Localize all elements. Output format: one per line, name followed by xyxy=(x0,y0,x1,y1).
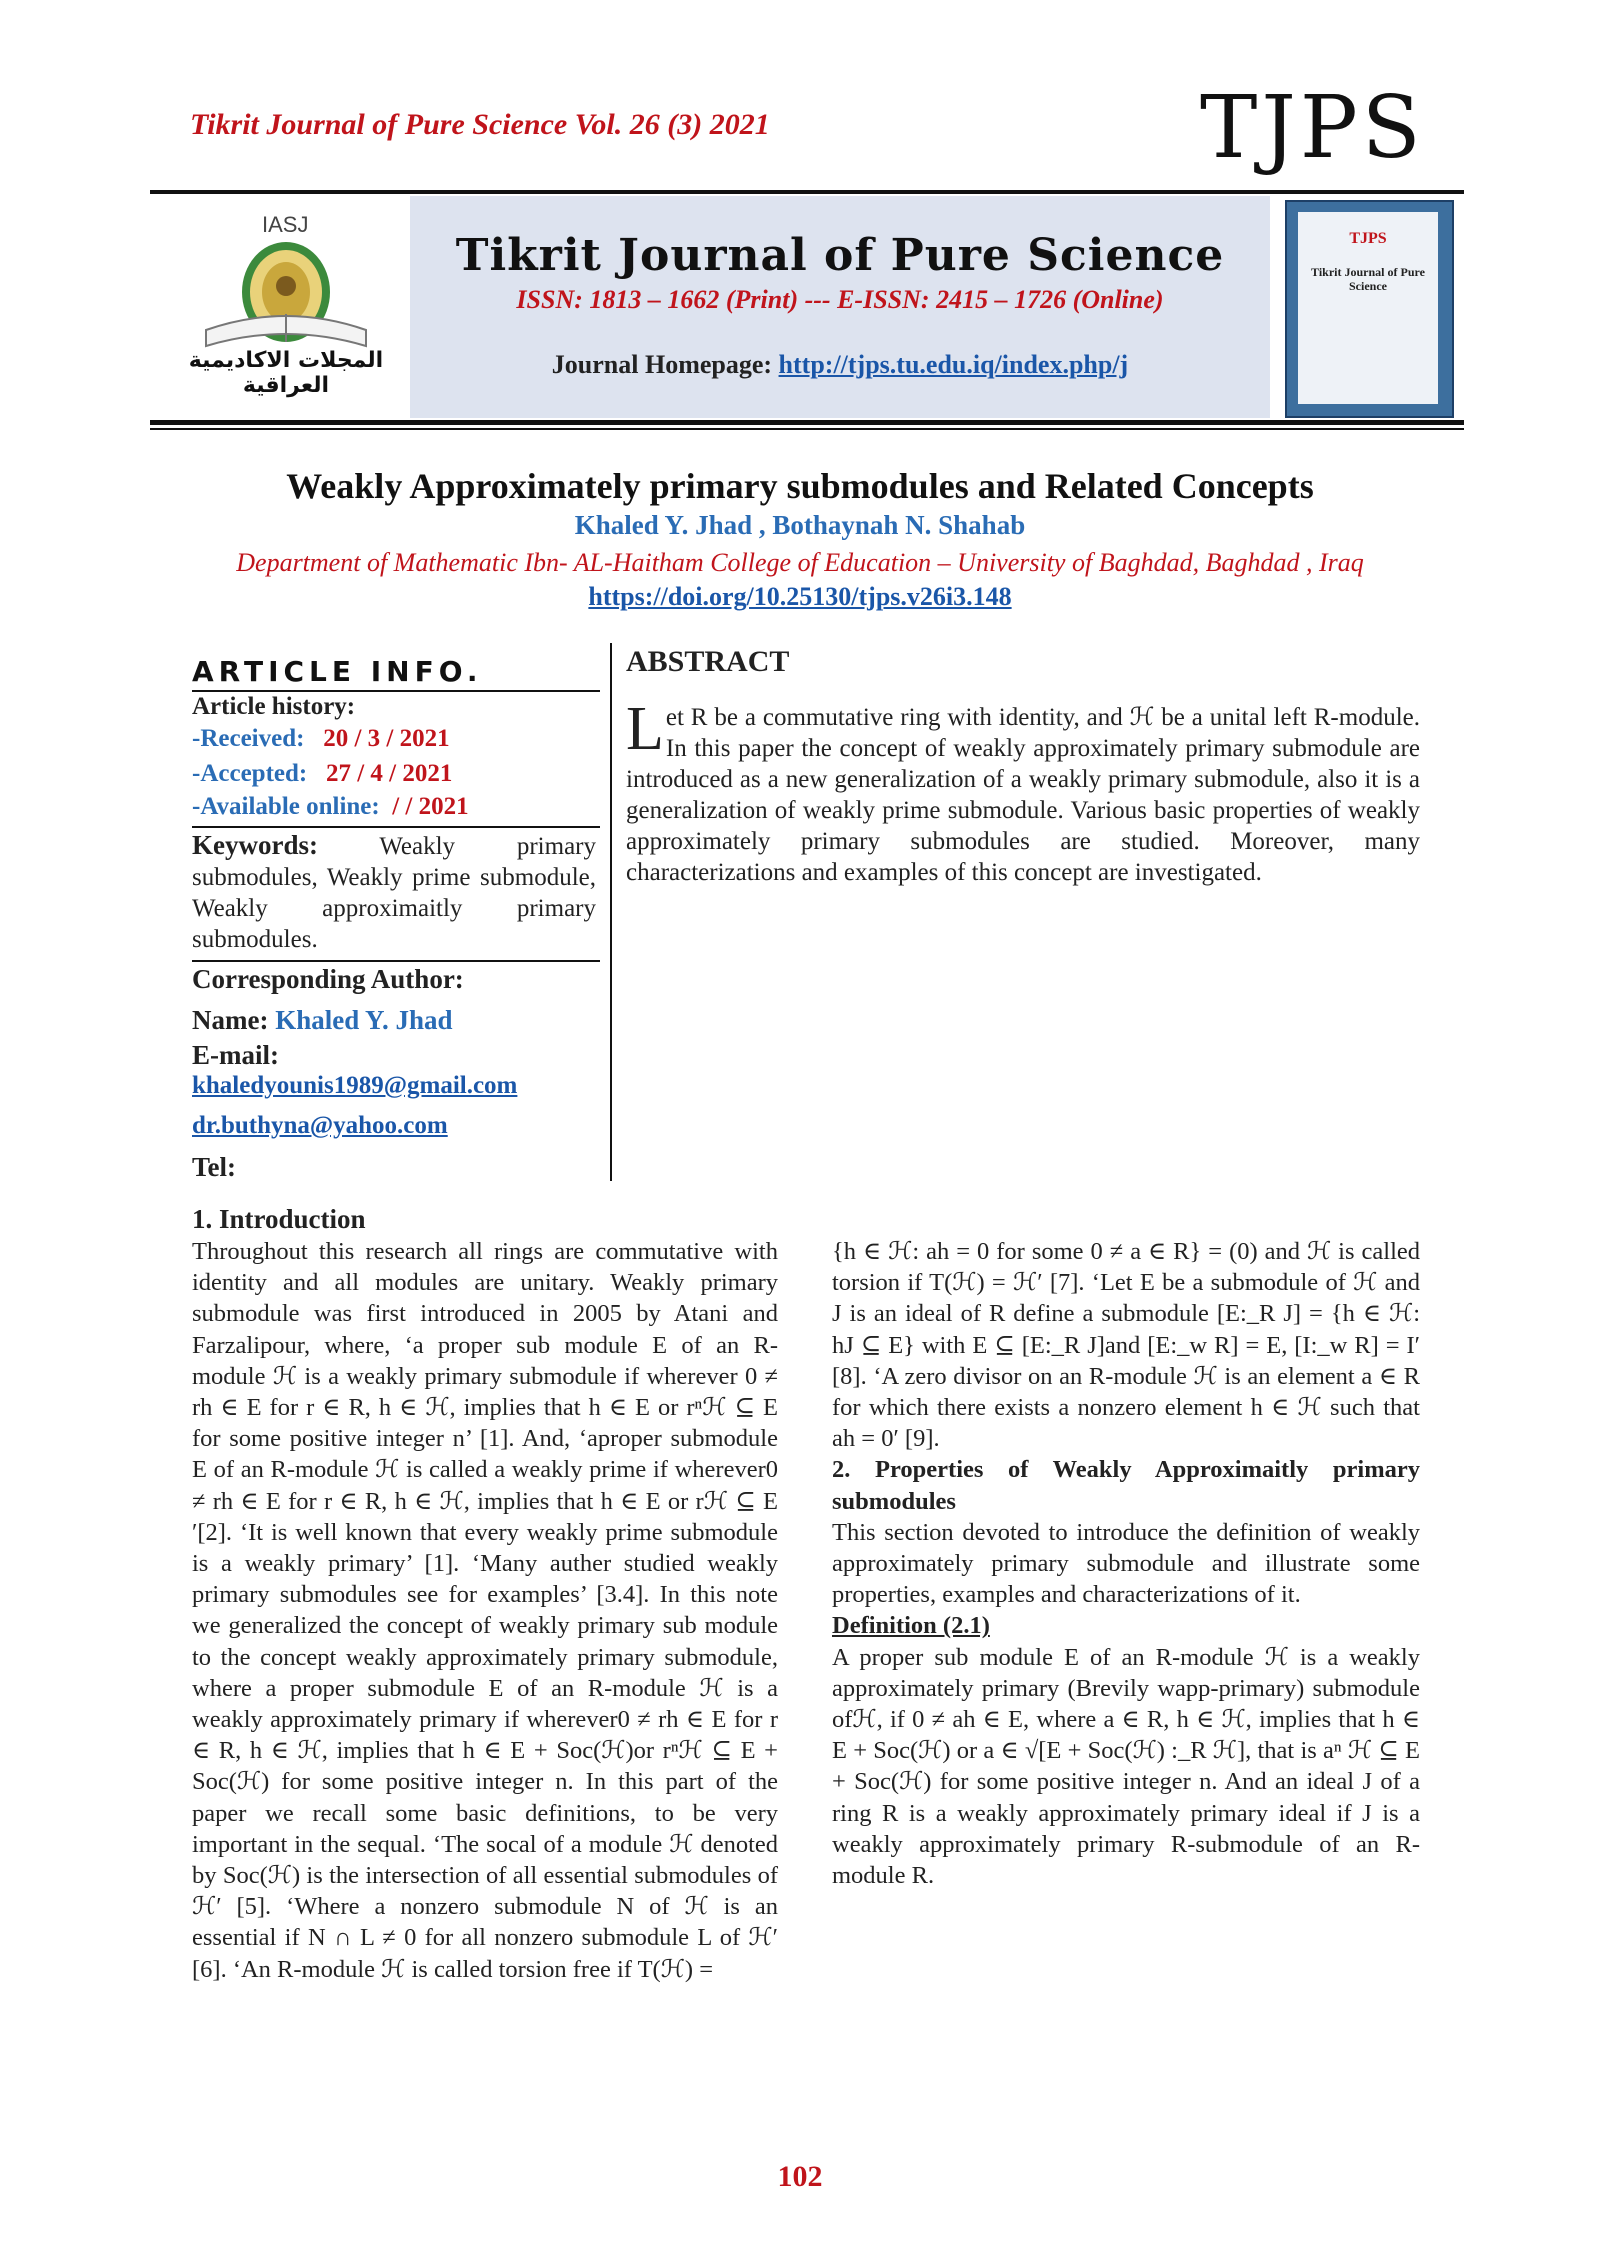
info-divider xyxy=(192,690,600,692)
received-row xyxy=(192,725,450,753)
keywords xyxy=(192,830,596,955)
paper-authors: Khaled Y. Jhad , Bothaynah N. Shahab xyxy=(574,510,1026,540)
header-rule xyxy=(150,190,1464,194)
section-2-text: This section devoted to introduce the definition of weakly approximately primary submodule and illustrate some properties, examples and characterizations of it. xyxy=(832,1518,1420,1609)
cover-mark: TJPS xyxy=(1349,230,1387,247)
abstract-body xyxy=(626,695,1420,888)
email-link-1[interactable]: khaledyounis1989@gmail.com xyxy=(192,1072,518,1099)
author-name-row xyxy=(192,1005,453,1036)
info-abstract-separator xyxy=(610,643,612,1181)
homepage-label: Journal Homepage: xyxy=(551,350,779,379)
accepted-date: 27 / 4 / 2021 xyxy=(325,760,453,787)
journal-mark: TJPS xyxy=(1200,78,1425,178)
abstract-text: et R be a commutative ring with identity, and ℋ be a unital left R-module. In this paper the concept of weakly approximately primary submodule are introduced as a new generalization of a weakly primary submodule, also it is a generalization of weakly prime submodule. Various basic properties of weakly approximately primary submodules are studied. Moreover, many characterizations and examples of this concept are investigated. xyxy=(626,704,1420,886)
banner-rule xyxy=(150,420,1464,425)
homepage-link[interactable]: http://tjps.tu.edu.iq/index.php/j xyxy=(778,350,1129,379)
available-label: -Available online: xyxy=(192,793,380,820)
paper-title: Weakly Approximately primary submodules and Related Concepts xyxy=(286,466,1314,506)
corresponding-author-label: Corresponding Author: xyxy=(192,964,464,994)
doi-link[interactable]: https://doi.org/10.25130/tjps.v26i3.148 xyxy=(588,582,1012,611)
right-column xyxy=(832,1236,1420,1891)
email-link-2[interactable]: dr.buthyna@yahoo.com xyxy=(192,1112,448,1139)
journal-homepage xyxy=(410,350,1270,380)
article-info-heading: ARTICLE INFO. xyxy=(192,655,483,688)
abstract-heading: ABSTRACT xyxy=(626,645,790,678)
available-row xyxy=(192,793,469,821)
article-history-label: Article history: xyxy=(192,693,356,720)
page-number: 102 xyxy=(777,2160,823,2193)
iasj-arabic-name: المجلات الاكاديمية العراقية xyxy=(188,348,384,398)
banner-rule-thin xyxy=(150,428,1464,430)
keywords-label: Keywords: xyxy=(192,830,318,860)
received-date: 20 / 3 / 2021 xyxy=(323,725,450,752)
email-label: E-mail: xyxy=(192,1040,279,1070)
paper-affiliation: Department of Mathematic Ibn- AL-Haitham College of Education – University of Baghdad, Baghdad , Iraq xyxy=(236,548,1364,577)
intro-continuation: {h ∈ ℋ: ah = 0 for some 0 ≠ a ∈ R} = (0) and ℋ is called torsion if T(ℋ) = ℋ′ [7]. ‘Let E be a submodule of ℋ and J is an ideal of R define a submodule [E:_R J] = {h ∈ ℋ: hJ ⊆ E} with E ⊆ [E:_R J]and [E:_w R] = E, [I:_w R] = I′ [8]. ‘A zero divisor on an R-module ℋ is an element a ∈ R for which there exists a nonzero element h ∈ ℋ such that ah = 0′ [9]. xyxy=(832,1238,1420,1453)
issn-line: ISSN: 1813 – 1662 (Print) --- E-ISSN: 2415 – 1726 (Online) xyxy=(516,285,1164,314)
info-divider xyxy=(192,826,600,828)
section-2-heading: 2. Properties of Weakly Approximaitly primary submodules xyxy=(832,1456,1420,1515)
name-label: Name: xyxy=(192,1005,276,1035)
tel-label: Tel: xyxy=(192,1152,237,1182)
introduction-heading: 1. Introduction xyxy=(192,1204,366,1234)
journal-citation: Tikrit Journal of Pure Science Vol. 26 (3) 2021 xyxy=(190,108,770,141)
cover-title: Tikrit Journal of Pure Science xyxy=(1311,265,1425,293)
received-label: -Received: xyxy=(192,725,305,752)
definition-text: A proper sub module E of an R-module ℋ is a weakly approximately primary (Brevily wapp-primary) submodule ofℋ, if 0 ≠ ah ∈ E, where a ∈ R, h ∈ ℋ, implies that h ∈ E + Soc(ℋ) or a ∈ √[E + Soc(ℋ) :_R ℋ], that is aⁿ ℋ ⊆ E + Soc(ℋ) for some positive integer n. And an ideal J of a ring R is a weakly approximately primary ideal if J is a weakly approximately primary R-submodule of an R-module R. xyxy=(832,1643,1420,1890)
iasj-label: IASJ xyxy=(262,212,309,237)
introduction-text: Throughout this research all rings are commutative with identity and all modules are unitary. Weakly primary submodule was first introduced in 2005 by Atani and Farzalipour, where, ‘a proper sub module E of an R-module ℋ is a weakly primary submodule if wherever 0 ≠ rh ∈ E for r ∈ R, h ∈ ℋ, implies that h ∈ E or rⁿℋ ⊆ E for some positive integer n’ [1]. And, ‘aproper submodule E of an R-module ℋ is called a weakly prime if wherever0 ≠ rh ∈ E for r ∈ R, h ∈ ℋ, implies that h ∈ E or rℋ ⊆ E ′[2]. ‘It is well known that every weakly prime submodule is a weakly primary’ [1]. ‘Many auther studied weakly primary submodules see for examples’ [3.4]. In this note we generalized the concept of weakly primary sub module to the concept weakly approximately primary submodule, where a proper submodule E of an R-module ℋ is a weakly approximately primary if wherever0 ≠ rh ∈ E for r ∈ R, h ∈ ℋ, implies that h ∈ E + Soc(ℋ)or rⁿℋ ⊆ E + Soc(ℋ) for some positive integer n. In this part of the paper we recall some basic definitions, to be very important in the sequal. ‘The socal of a module ℋ denoted by Soc(ℋ) is the intersection of all essential submodules of ℋ′ [5]. ‘Where a nonzero submodule N of ℋ is an essential if N ∩ L ≠ 0 for all nonzero submodule L of ℋ′ [6]. ‘An R-module ℋ is called torsion free if T(ℋ) = xyxy=(192,1238,778,1983)
definition-heading: Definition (2.1) xyxy=(832,1612,990,1640)
accepted-label: -Accepted: xyxy=(192,760,308,787)
info-divider xyxy=(192,960,600,962)
author-name: Khaled Y. Jhad xyxy=(275,1005,453,1035)
accepted-row xyxy=(192,760,452,788)
abstract-drop-cap: L xyxy=(626,695,664,763)
keywords-text: Weakly primary submodules, Weakly prime submodule, Weakly approximaitly primary submodules. xyxy=(192,833,596,953)
banner-title: Tikrit Journal of Pure Science xyxy=(455,230,1225,281)
available-date: / / 2021 xyxy=(392,793,469,820)
